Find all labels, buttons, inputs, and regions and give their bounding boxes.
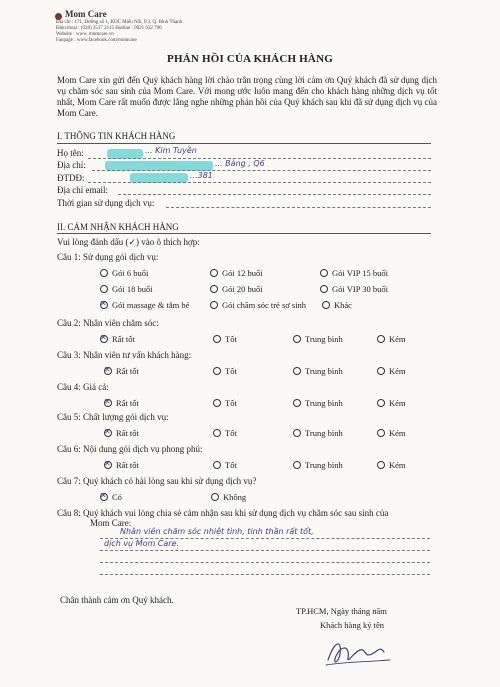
header-website: Website : www. momcare.vn (56, 32, 114, 37)
radio-icon (293, 399, 301, 407)
q5-text: Câu 5: Chất lượng gói dịch vụ: (57, 412, 169, 422)
radio-icon (377, 399, 385, 407)
answer-line (100, 562, 430, 563)
radio-icon (213, 367, 221, 375)
section-1-heading: I. THÔNG TIN KHÁCH HÀNG (57, 131, 176, 141)
address-label: Địa chỉ: (57, 160, 86, 170)
radio-icon (320, 285, 328, 293)
q4-good[interactable]: Tốt (213, 398, 237, 408)
page-title: PHẢN HỒI CỦA KHÁCH HÀNG (167, 53, 333, 65)
radio-icon (322, 301, 330, 309)
signature-label: Khách hàng ký tên (320, 620, 384, 630)
radio-icon (377, 461, 385, 469)
q1-option-other[interactable]: Khác (322, 300, 352, 310)
radio-icon (211, 493, 219, 501)
name-label: Họ tên: (57, 148, 84, 158)
q2-text: Câu 2: Nhân viên chăm sóc: (57, 318, 159, 328)
q6-very-good[interactable]: ✕Rất tốt (104, 460, 139, 470)
checked-radio-icon (104, 399, 112, 407)
checked-radio-icon (104, 367, 112, 375)
radio-icon (377, 429, 385, 437)
section-2-divider (57, 233, 431, 234)
radio-icon (320, 269, 328, 277)
q1-option-vip30[interactable]: Gói VIP 30 buổi (320, 284, 388, 294)
q7-text: Câu 7: Quý khách có hài lòng sau khi sử dụng dịch vụ? (57, 476, 257, 486)
radio-icon (213, 461, 221, 469)
q5-good[interactable]: Tốt (213, 428, 237, 438)
q6-average[interactable]: Trung bình (293, 460, 343, 470)
q2-poor[interactable]: Kém (377, 334, 406, 344)
radio-icon (210, 301, 218, 309)
intro-paragraph: Mom Care xin gửi đến Quý khách hàng lời chào trân trọng cùng lời cảm ơn Quý khách đã sử dụng dịch vụ chăm sóc sau sinh của Mom Care. Với mong ước luôn mang đến cho khách hàng những dịch vụ tốt nhất, Mom Care rất muốn được lắng nghe những phản hồi của Quý khách sau khi đã sử dụng dịch vụ của Mom Care. (57, 75, 437, 118)
radio-icon (293, 367, 301, 375)
radio-icon (293, 335, 301, 343)
radio-icon (100, 285, 108, 293)
q5-very-good[interactable]: ✕Rất tốt (104, 428, 139, 438)
radio-icon (293, 461, 301, 469)
q2-average[interactable]: Trung bình (293, 334, 343, 344)
radio-icon (293, 429, 301, 437)
header-address: Địa chỉ : 171, Đường số 1, KDC Miếu Nổi, P.3, Q. Bình Thạnh (56, 20, 183, 25)
q8-answer-line-2: dịch vụ Mom Care. (104, 539, 180, 548)
section-1-divider (57, 143, 431, 144)
q3-text: Câu 3: Nhân viên tư vấn khách hàng: (57, 350, 192, 360)
time-line (166, 207, 431, 208)
radio-icon (210, 285, 218, 293)
header-phone: Điện thoại : (028) 3517 2115 Hotline : 0921 632 796 (56, 26, 162, 31)
q4-average[interactable]: Trung bình (293, 398, 343, 408)
checked-radio-icon (100, 301, 108, 309)
q6-good[interactable]: Tốt (213, 460, 237, 470)
q1-option-12[interactable]: Gói 12 buổi (210, 268, 263, 278)
q2-very-good[interactable]: ✕Rất tốt (100, 334, 135, 344)
q5-poor[interactable]: Kém (377, 428, 406, 438)
radio-icon (377, 335, 385, 343)
checked-radio-icon (100, 335, 108, 343)
q7-no[interactable]: Không (211, 492, 246, 502)
q4-very-good[interactable]: ✕Rất tốt (104, 398, 139, 408)
q7-yes[interactable]: ✕Có (100, 492, 122, 502)
q3-average[interactable]: Trung bình (293, 366, 343, 376)
time-label: Thời gian sử dụng dịch vụ: (57, 198, 155, 208)
radio-icon (210, 269, 218, 277)
customer-signature (320, 632, 400, 672)
checked-radio-icon (104, 461, 112, 469)
q8-text: Câu 8: Quý khách vui lòng chia sẻ cảm nhận sau khi sử dụng dịch vụ chăm sóc sau sinh của (57, 508, 389, 518)
name-value: ... Kim Tuyền (145, 146, 197, 155)
radio-icon (100, 269, 108, 277)
q2-good[interactable]: Tốt (213, 334, 237, 344)
header-fanpage: Fanpage : www.facebook.com/momcare (56, 38, 137, 43)
q6-text: Câu 6: Nội dung gói dịch vụ phong phú: (57, 444, 203, 454)
answer-line (100, 574, 430, 575)
checked-radio-icon (104, 429, 112, 437)
q8-text-2: Mom Care: (90, 518, 132, 528)
q3-good[interactable]: Tốt (213, 366, 237, 376)
answer-line (100, 550, 430, 551)
phone-value: ...381 (190, 171, 213, 180)
instruction-text: Vui lòng đánh dấu (✓) vào ô thích hợp: (57, 237, 200, 247)
q8-answer-line-1: Nhân viên chăm sóc nhiệt tình, tinh thần rất tốt, (120, 527, 314, 536)
q1-option-vip15[interactable]: Gói VIP 15 buổi (320, 268, 388, 278)
date-line: TP.HCM, Ngày tháng năm (296, 606, 387, 616)
radio-icon (377, 367, 385, 375)
q1-option-massage[interactable]: ✕Gói massage & tắm bé (100, 300, 189, 310)
thanks-text: Chân thành cảm ơn Quý khách. (60, 595, 174, 605)
q4-poor[interactable]: Kém (377, 398, 406, 408)
q4-text: Câu 4: Giá cả: (57, 382, 109, 392)
email-line (118, 194, 431, 195)
email-label: Địa chỉ email: (57, 185, 108, 195)
radio-icon (213, 429, 221, 437)
address-line (92, 170, 431, 171)
q3-very-good[interactable]: ✕Rất tốt (104, 366, 139, 376)
q1-option-20[interactable]: Gói 20 buổi (210, 284, 263, 294)
address-value: ... Bàng , Q6 (215, 159, 265, 168)
q1-option-newborn[interactable]: Gói chăm sóc trẻ sơ sinh (210, 300, 306, 310)
section-2-heading: II. CẢM NHẬN KHÁCH HÀNG (57, 222, 179, 232)
q1-option-6[interactable]: Gói 6 buổi (100, 268, 148, 278)
q3-poor[interactable]: Kém (377, 366, 406, 376)
checked-radio-icon (100, 493, 108, 501)
radio-icon (213, 399, 221, 407)
brand-name: Mom Care (65, 9, 107, 19)
phone-label: ĐTDĐ: (57, 173, 85, 183)
q5-average[interactable]: Trung bình (293, 428, 343, 438)
mom-care-logo-icon (55, 13, 62, 20)
phone-line (88, 182, 431, 183)
q6-poor[interactable]: Kém (377, 460, 406, 470)
q1-text: Câu 1: Sử dụng gói dịch vụ: (57, 252, 159, 262)
radio-icon (213, 335, 221, 343)
q1-option-18[interactable]: Gói 18 buổi (100, 284, 153, 294)
